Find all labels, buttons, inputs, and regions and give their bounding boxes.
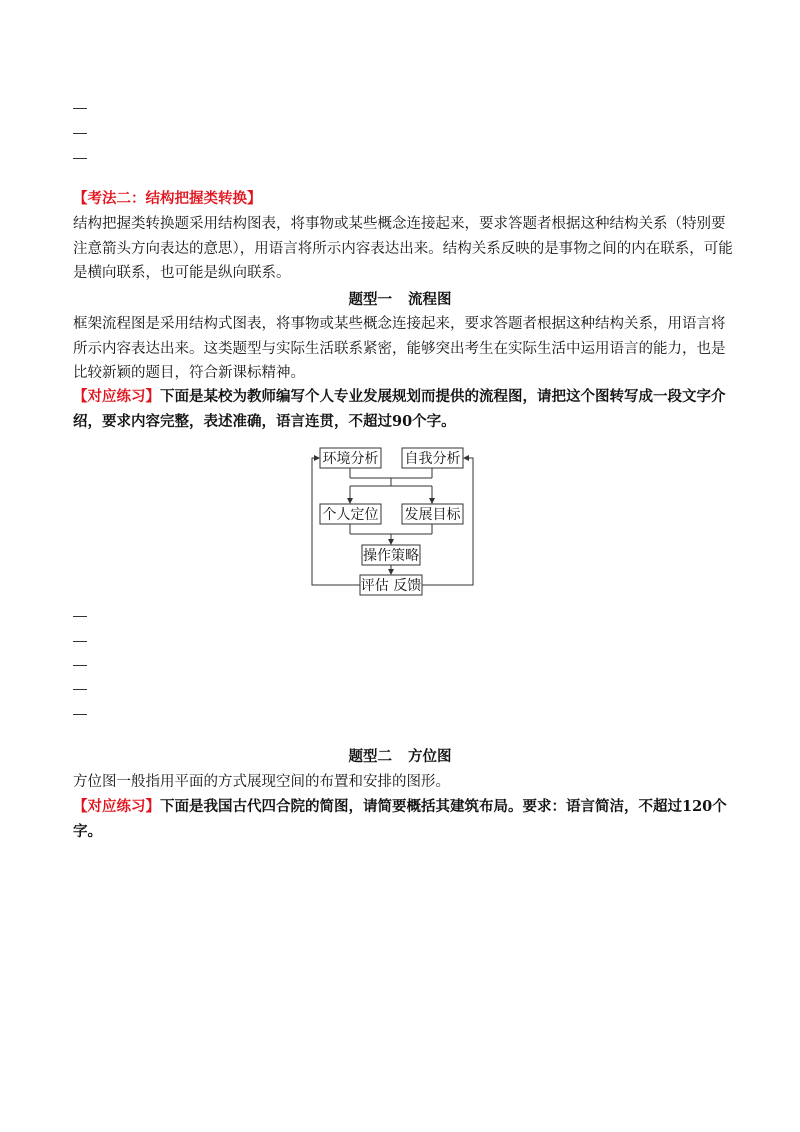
type2-heading: [0, 745, 800, 766]
type1-heading-name: 流程图: [408, 291, 452, 308]
flow-label-env: 环境分析: [322, 451, 379, 467]
flow-label-goal: 发展目标: [404, 507, 461, 523]
type1-practice: [73, 385, 733, 434]
type2-practice: [73, 795, 733, 844]
answer-line-2: [73, 133, 87, 134]
type2-description: 方位图一般指用平面的方式展现空间的布置和安排的图形。: [73, 774, 450, 790]
answer-line-5: [73, 641, 87, 642]
flow-label-strategy: 操作策略: [363, 548, 419, 564]
flow-label-position: 个人定位: [322, 507, 379, 523]
answer-line-6: [73, 665, 87, 666]
answer-line-7: [73, 689, 87, 690]
section-title: 【考法二：结构把握类转换】: [73, 190, 262, 207]
answer-line-1: [73, 108, 87, 109]
answer-line-8: [73, 714, 87, 715]
practice-text: 下面是某校为教师编写个人专业发展规划而提供的流程图，请把这个图转写成一段文字介绍，要求内容完整，表述准确，语言连贯，不超过90个字。: [73, 388, 726, 430]
section-intro: 结构把握类转换题采用结构图表，将事物或某些概念连接起来，要求答题者根据这种结构关系（特别要注意箭头方向表达的意思），用语言将所示内容表达出来。结构关系反映的是事物之间的内在联系，可能是横向联系，也可能是纵向联系。: [73, 216, 733, 281]
practice-tag-2: 【对应练习】: [73, 798, 160, 815]
practice-tag: 【对应练习】: [73, 388, 160, 405]
type1-description: 框架流程图是采用结构式图表，将事物或某些概念连接起来，要求答题者根据这种结构关系，用语言将所示内容表达出来。这类题型与实际生活联系紧密，能够突出考生在实际生活中运用语言的能力，也是比较新颖的题目，符合新课标精神。: [73, 316, 726, 381]
flowchart: [305, 445, 495, 600]
answer-line-4: [73, 616, 87, 617]
flow-label-feedback: 评估 反馈: [360, 578, 422, 594]
flow-label-self: 自我分析: [404, 451, 461, 467]
practice-text-2: 下面是我国古代四合院的简图，请简要概括其建筑布局。要求：语言简洁，不超过120个字。: [73, 798, 727, 840]
type2-heading-num: 题型二: [348, 748, 392, 765]
answer-line-3: [73, 158, 87, 159]
type1-heading-num: 题型一: [348, 291, 392, 308]
type2-heading-name: 方位图: [408, 748, 452, 765]
type1-heading: [0, 288, 800, 309]
